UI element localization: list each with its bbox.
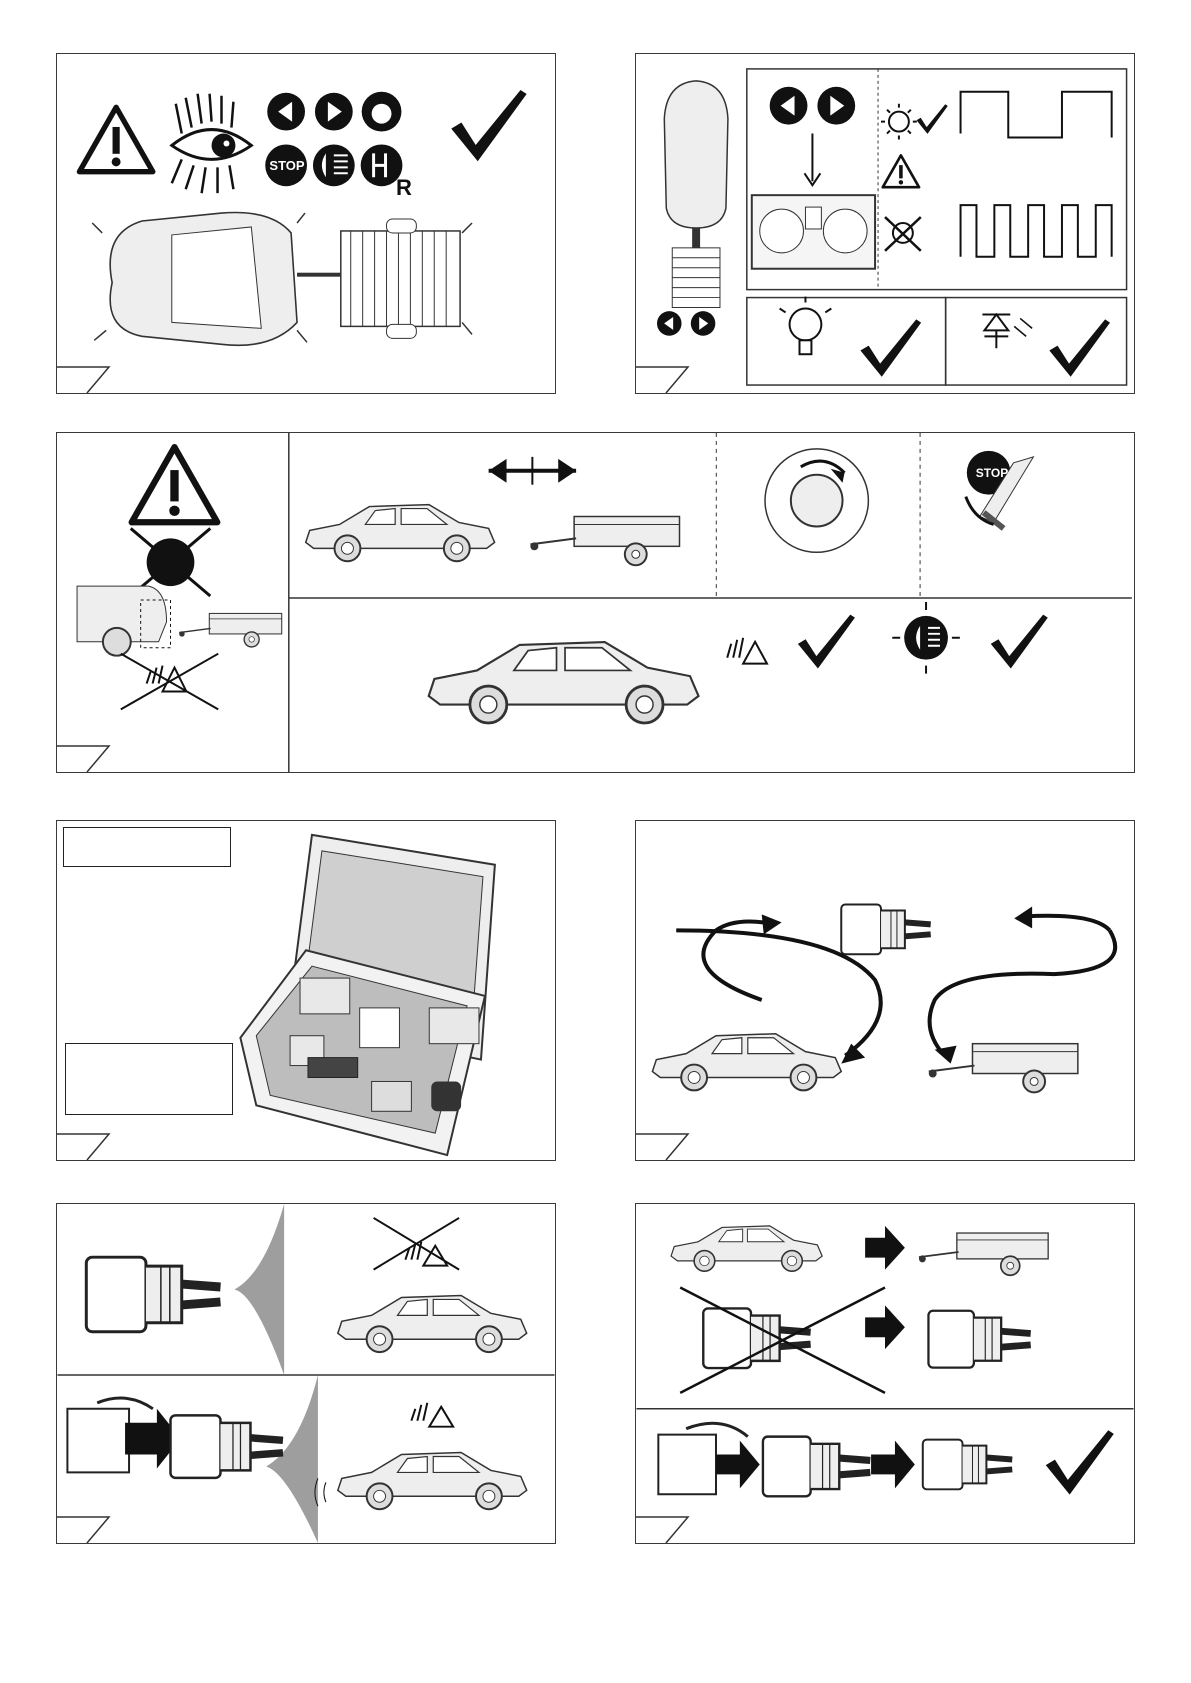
panel-adapter-order — [635, 1203, 1135, 1544]
dashboard-cluster — [752, 195, 875, 269]
arrow-right-icon — [865, 1226, 905, 1270]
arrow-right-icon — [871, 1441, 915, 1489]
corner-tab — [636, 361, 694, 393]
signal-fast — [961, 205, 1112, 257]
checkmark-icon — [1049, 319, 1110, 376]
light-icon — [881, 104, 917, 140]
eye-icon — [172, 94, 252, 193]
warning-icon — [132, 447, 218, 522]
parking-sensor-crossed-icon — [121, 654, 218, 710]
car-and-trailer-side — [306, 505, 680, 566]
socket-crossed — [680, 1288, 885, 1393]
bulb-icon — [780, 297, 832, 355]
checkmark-icon — [798, 615, 855, 669]
turn-right-icon — [817, 87, 855, 125]
car-rear-with-trailer — [77, 586, 282, 656]
car-side — [671, 1226, 822, 1271]
panel-blink-diagnosis — [635, 53, 1135, 394]
turn-right-icon — [315, 93, 353, 131]
checkmark-icon — [860, 319, 921, 376]
plug-icon — [170, 1415, 282, 1477]
panel-socket-test — [56, 1203, 556, 1544]
warning-icon — [79, 107, 152, 171]
corner-tab — [636, 1511, 694, 1543]
parking-sensor-crossed-icon — [374, 1218, 459, 1270]
stop-label: STOP — [269, 158, 305, 173]
arrow-right-icon — [865, 1305, 905, 1349]
car-trailer-topview — [92, 212, 472, 345]
checkmark-icon — [451, 90, 526, 161]
parking-sensor-icon — [411, 1403, 453, 1427]
car-side-large — [429, 642, 699, 723]
fog-light-icon — [313, 144, 355, 186]
arrow-right-icon — [716, 1441, 760, 1489]
turn-left-icon — [267, 93, 305, 131]
parking-sensor-icon — [727, 638, 767, 664]
led-icon — [982, 314, 1032, 348]
car-rear-three-quarter — [338, 1295, 527, 1352]
checkmark-icon — [991, 615, 1048, 669]
warning-icon — [883, 155, 919, 187]
plug-13pin — [923, 1440, 1012, 1490]
stop-label: STOP — [975, 466, 1009, 480]
double-arrow-icon — [489, 457, 576, 485]
panel-connect-adapter — [635, 820, 1135, 1161]
adapter-plug — [841, 905, 930, 955]
corner-tab — [57, 740, 115, 772]
car-side-sensor — [315, 1453, 527, 1510]
corner-tab — [636, 1128, 694, 1160]
panel-check-lights — [56, 53, 556, 394]
adapter-plug — [763, 1437, 870, 1497]
car-side — [652, 1034, 841, 1091]
checkmark-icon — [1046, 1430, 1114, 1494]
fog-light-icon — [892, 602, 960, 674]
trailer-side — [919, 1233, 1048, 1275]
corner-tab — [57, 1128, 115, 1160]
turn-left-icon — [657, 311, 682, 336]
light-icon — [362, 92, 402, 132]
signal-slow — [961, 92, 1112, 138]
car-topview-vertical — [664, 81, 728, 308]
turn-left-icon — [770, 87, 808, 125]
panel-connection-test — [56, 432, 1135, 773]
turn-right-icon — [691, 311, 716, 336]
corner-tab — [57, 1511, 115, 1543]
panel-kit-contents — [56, 820, 556, 1161]
briefcase-kit-icon — [240, 835, 494, 1155]
plug-13pin — [928, 1311, 1030, 1368]
reverse-label: R — [396, 175, 412, 200]
ignition-key-icon — [765, 449, 868, 552]
corner-tab — [57, 361, 115, 393]
socket-plug — [86, 1257, 220, 1332]
checkmark-icon — [917, 104, 948, 134]
light-off-icon — [885, 217, 921, 251]
